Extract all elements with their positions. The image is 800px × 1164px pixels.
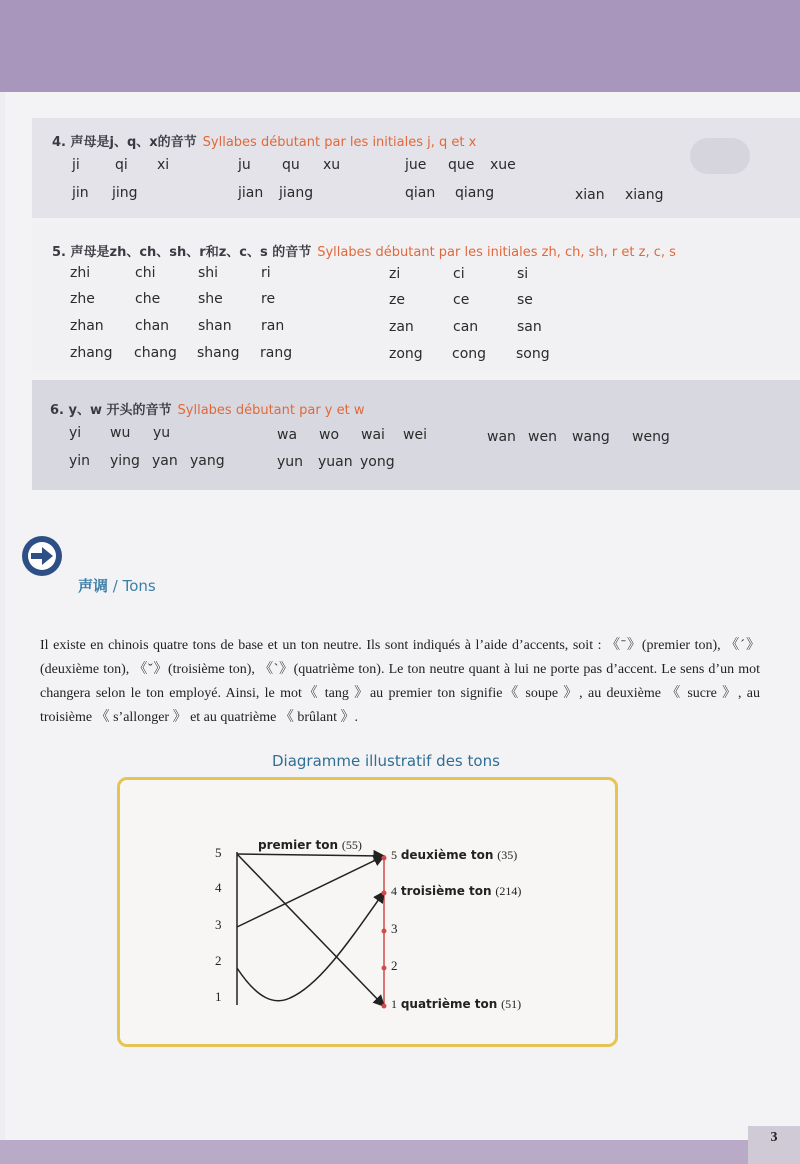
syllable: wu: [110, 425, 131, 441]
syllable: yun: [277, 454, 304, 470]
syllable: que: [448, 157, 475, 173]
syllable: qi: [115, 157, 128, 173]
syllable: yu: [153, 425, 171, 441]
right-scale-label: 3: [391, 921, 398, 936]
syllable: cong: [452, 346, 487, 362]
left-scale-label: 4: [215, 880, 222, 895]
syllable: wei: [403, 427, 427, 443]
syllable: shang: [197, 345, 240, 361]
fourth-tone-line: [237, 854, 384, 1006]
syllable: si: [517, 266, 529, 282]
syllable: wan: [487, 429, 516, 445]
syllable: chan: [135, 318, 170, 334]
syllable: weng: [632, 429, 670, 445]
syllable: zong: [389, 346, 423, 362]
tones-heading-zh: 声调: [78, 577, 109, 595]
section-4-label: 4. 声母是j、q、x的音节: [52, 135, 197, 150]
scale-dot: [382, 891, 387, 896]
scale-dot: [382, 1004, 387, 1009]
syllable: shan: [198, 318, 232, 334]
right-scale-label: 2: [391, 958, 398, 973]
syllable: xue: [490, 157, 516, 173]
third-tone-curve: [237, 892, 384, 1001]
syllable: wai: [361, 427, 385, 443]
syllable: yuan: [318, 454, 353, 470]
tones-heading-fr: / Tons: [108, 577, 156, 595]
syllable: ri: [261, 265, 271, 281]
left-scale-label: 3: [215, 917, 222, 932]
syllable: ju: [238, 157, 251, 173]
syllable: chi: [135, 265, 156, 281]
left-scale-label: 1: [215, 989, 222, 1004]
syllable: zhang: [70, 345, 113, 361]
second-tone-line: [237, 856, 384, 927]
syllable: ze: [389, 292, 405, 308]
bottom-color-band: [0, 1140, 748, 1164]
syllable: jue: [405, 157, 427, 173]
syllable: yi: [69, 425, 82, 441]
syllable: jing: [112, 185, 138, 201]
section-5-french: Syllabes débutant par les initiales zh, ch, sh, r et z, c, s: [317, 245, 676, 260]
syllable: san: [517, 319, 542, 335]
syllable: yan: [152, 453, 178, 469]
premier-ton-label: premier ton (55): [258, 838, 362, 852]
syllable: rang: [260, 345, 293, 361]
syllable: wa: [277, 427, 298, 443]
syllable: qiang: [455, 185, 495, 201]
syllable: ci: [453, 266, 465, 282]
deuxieme-ton-label: 5 deuxième ton (35): [391, 848, 518, 862]
troisieme-ton-label: 4 troisième ton (214): [391, 884, 522, 898]
diagram-title: Diagramme illustratif des tons: [272, 752, 500, 770]
quatrieme-ton-label: 1 quatrième ton (51): [391, 997, 522, 1011]
scale-dot: [382, 966, 387, 971]
syllable: ran: [261, 318, 285, 334]
syllable: zhi: [70, 265, 91, 281]
syllable: ce: [453, 292, 470, 308]
syllable: re: [261, 291, 276, 307]
syllable: yang: [190, 453, 225, 469]
syllable: jian: [238, 185, 264, 201]
syllable: ji: [72, 157, 80, 173]
first-tone-line: [237, 854, 384, 856]
scale-dot: [382, 856, 387, 861]
syllable: yong: [360, 454, 395, 470]
section-4-french: Syllabes débutant par les initiales j, q et x: [202, 135, 477, 150]
syllable: xiang: [625, 187, 664, 203]
syllable: zan: [389, 319, 414, 335]
syllable: zi: [389, 266, 401, 282]
syllable: ying: [110, 453, 140, 469]
syllable: xu: [323, 157, 341, 173]
left-scale-label: 2: [215, 953, 222, 968]
syllable: se: [517, 292, 533, 308]
left-scale-label: 5: [215, 845, 222, 860]
syllable: can: [453, 319, 479, 335]
syllable: zhan: [70, 318, 104, 334]
section-6-label: 6. y、w 开头的音节: [50, 403, 172, 418]
syllable: wang: [572, 429, 610, 445]
section-5-label: 5. 声母是zh、ch、sh、r和z、c、s 的音节: [52, 245, 312, 260]
syllable: jin: [72, 185, 89, 201]
syllable: wen: [528, 429, 557, 445]
syllable: qu: [282, 157, 300, 173]
syllable: she: [198, 291, 223, 307]
syllable: chang: [134, 345, 177, 361]
syllable: wo: [319, 427, 340, 443]
syllable: che: [135, 291, 161, 307]
syllable: zhe: [70, 291, 95, 307]
page-number: 3: [748, 1126, 800, 1164]
section-6-french: Syllabes débutant par y et w: [177, 403, 365, 418]
scale-dot: [382, 929, 387, 934]
syllable: yin: [69, 453, 91, 469]
syllable: xi: [157, 157, 170, 173]
syllable: song: [516, 346, 550, 362]
syllable: xian: [575, 187, 605, 203]
syllable: qian: [405, 185, 436, 201]
tones-paragraph-text: Il existe en chinois quatre tons de base et un ton neutre. Ils sont indiqués à l’aide d’accents, soit : 《ˉ》(premier ton), 《ˊ》(deuxième ton), 《ˇ》(troisième ton), 《ˋ》(quatrième ton). Le ton neutre quant à lui ne porte pas d’accent. Le sens d’un mot changera selon le ton employé. Ainsi, le mot《 tang 》au premier ton signifie《 soupe 》, au deuxième 《 sucre 》, au troisième 《 s’allonger 》 et au quatrième 《 brûlant 》.: [40, 638, 760, 725]
syllable: shi: [198, 265, 219, 281]
syllable: jiang: [279, 185, 314, 201]
